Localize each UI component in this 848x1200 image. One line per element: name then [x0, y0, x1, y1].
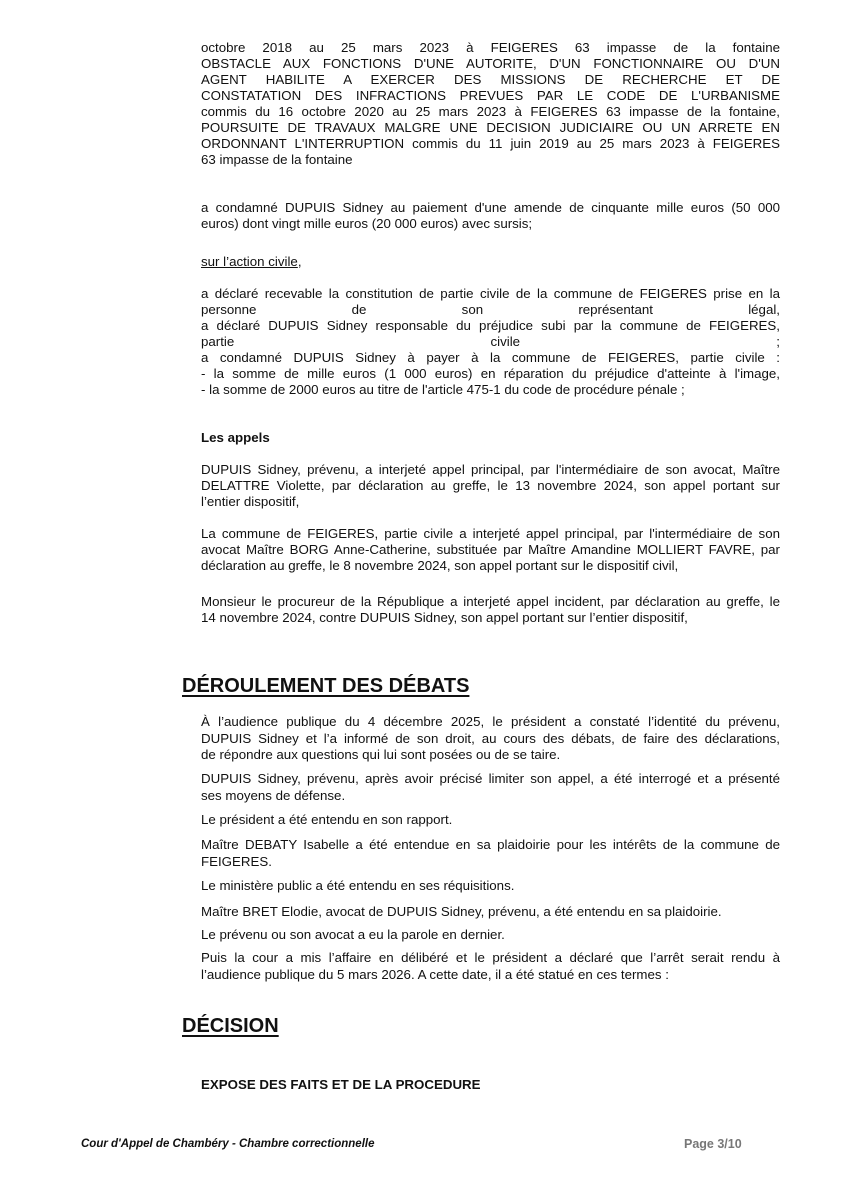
text-line: FEIGERES. [201, 853, 272, 869]
text-line: a condamné DUPUIS Sidney à payer à la commune de FEIGERES, partie civile : [201, 350, 780, 365]
text-line: Maître BRET Elodie, avocat de DUPUIS Sidney, prévenu, a été entendu en sa plaidoirie. [201, 904, 722, 919]
text-line: AGENT HABILITE A EXERCER DES MISSIONS DE RECHERCHE ET DE [201, 72, 780, 87]
civil-action-heading [201, 254, 780, 270]
text-line: commis du 16 octobre 2020 au 25 mars 2023 à FEIGERES 63 impasse de la fontaine, [201, 104, 780, 119]
text-line: Le prévenu ou son avocat a eu la parole en dernier. [201, 927, 505, 942]
text-line: personne de son représentant légal, [201, 302, 780, 317]
text-line: Puis la cour a mis l’affaire en délibéré et le président a déclaré que l’arrêt serait rendu à [201, 950, 780, 965]
text-line: CONSTATATION DES INFRACTIONS PREVUES PAR LE CODE DE L'URBANISME [201, 88, 780, 103]
paragraph-appeal-defendant [201, 462, 780, 510]
civil-action-label: sur l’action civile [201, 254, 298, 269]
text-line: Monsieur le procureur de la République a interjeté appel incident, par déclaration au greffe, le [201, 594, 780, 609]
text-line: Maître DEBATY Isabelle a été entendue en sa plaidoirie pour les intérêts de la commune de [201, 837, 780, 852]
text-line: déclaration au greffe, le 8 novembre 2024, son appel portant sur le dispositif civil, [201, 558, 679, 573]
paragraph-debats-3 [201, 812, 780, 829]
text-line: partie civile ; [201, 334, 780, 349]
text-line: ORDONNANT L'INTERRUPTION commis du 11 juin 2019 au 25 mars 2023 à FEIGERES [201, 136, 780, 151]
footer-page-number: Page 3/10 [684, 1137, 742, 1151]
text-line: Le président a été entendu en son rapport. [201, 812, 453, 827]
text-line: - la somme de 2000 euros au titre de l'article 475-1 du code de procédure pénale ; [201, 382, 685, 397]
text-line: l’audience publique du 5 mars 2026. A cette date, il a été statué en ces termes : [201, 966, 669, 982]
text-line: a déclaré recevable la constitution de partie civile de la commune de FEIGERES prise en la [201, 286, 780, 301]
paragraph-civil [201, 286, 780, 398]
text-line: À l’audience publique du 4 décembre 2025, le président a constaté l’identité du prévenu, [201, 714, 780, 729]
text-line: DUPUIS Sidney et l’a informé de son droit, au cours des débats, de faire des déclarations, [201, 730, 780, 746]
text-line: euros) dont vingt mille euros (20 000 euros) avec sursis; [201, 216, 533, 231]
paragraph-appeal-commune [201, 526, 780, 574]
civil-action-suffix: , [297, 254, 302, 269]
paragraph-debats-5 [201, 878, 780, 895]
paragraph-offences [201, 40, 780, 168]
text-line: DUPUIS Sidney, prévenu, a interjeté appel principal, par l'intermédiaire de son avocat, Maître [201, 462, 780, 477]
text-line: avocat Maître BORG Anne-Catherine, substituée par Maître Amandine MOLLIERT FAVRE, par [201, 542, 780, 557]
text-line: 63 impasse de la fontaine [201, 152, 353, 167]
text-line: a déclaré DUPUIS Sidney responsable du préjudice subi par la commune de FEIGERES, [201, 318, 780, 333]
section-heading-decision: DÉCISION [182, 1015, 279, 1037]
footer-court: Cour d'Appel de Chambéry - Chambre correctionnelle [81, 1138, 375, 1150]
expose-heading: EXPOSE DES FAITS ET DE LA PROCEDURE [201, 1077, 481, 1092]
text-line: a condamné DUPUIS Sidney au paiement d'une amende de cinquante mille euros (50 000 [201, 200, 780, 215]
paragraph-debats-2 [201, 771, 780, 804]
text-line: 14 novembre 2024, contre DUPUIS Sidney, son appel portant sur l’entier dispositif, [201, 610, 688, 625]
paragraph-appeal-prosecutor [201, 594, 780, 626]
text-line: Le ministère public a été entendu en ses réquisitions. [201, 878, 515, 893]
paragraph-fine [201, 200, 780, 232]
appeals-heading: Les appels [201, 430, 270, 445]
text-line: DUPUIS Sidney, prévenu, après avoir précisé limiter son appel, a été interrogé et a présenté [201, 771, 780, 786]
paragraph-debats-7 [201, 927, 780, 944]
paragraph-debats-4 [201, 837, 780, 870]
text-line: La commune de FEIGERES, partie civile a interjeté appel principal, par l'intermédiaire de son [201, 526, 780, 541]
text-line: DELATTRE Violette, par déclaration au greffe, le 13 novembre 2024, son appel portant sur [201, 478, 780, 493]
text-line: l’entier dispositif, [201, 494, 300, 509]
paragraph-debats-1 [201, 714, 780, 764]
section-heading-debats: DÉROULEMENT DES DÉBATS [182, 675, 470, 697]
text-line: POURSUITE DE TRAVAUX MALGRE UNE DECISION JUDICIAIRE OU UN ARRETE EN [201, 120, 780, 135]
text-line: ses moyens de défense. [201, 787, 346, 803]
paragraph-debats-8 [201, 950, 780, 983]
text-line: de répondre aux questions qui lui sont posées ou de se taire. [201, 747, 561, 762]
paragraph-debats-6 [201, 904, 780, 921]
text-line: octobre 2018 au 25 mars 2023 à FEIGERES 63 impasse de la fontaine [201, 40, 780, 55]
text-line: OBSTACLE AUX FONCTIONS D'UNE AUTORITE, D'UN FONCTIONNAIRE OU D'UN [201, 56, 780, 71]
text-line: - la somme de mille euros (1 000 euros) en réparation du préjudice d'atteinte à l'image, [201, 366, 780, 381]
